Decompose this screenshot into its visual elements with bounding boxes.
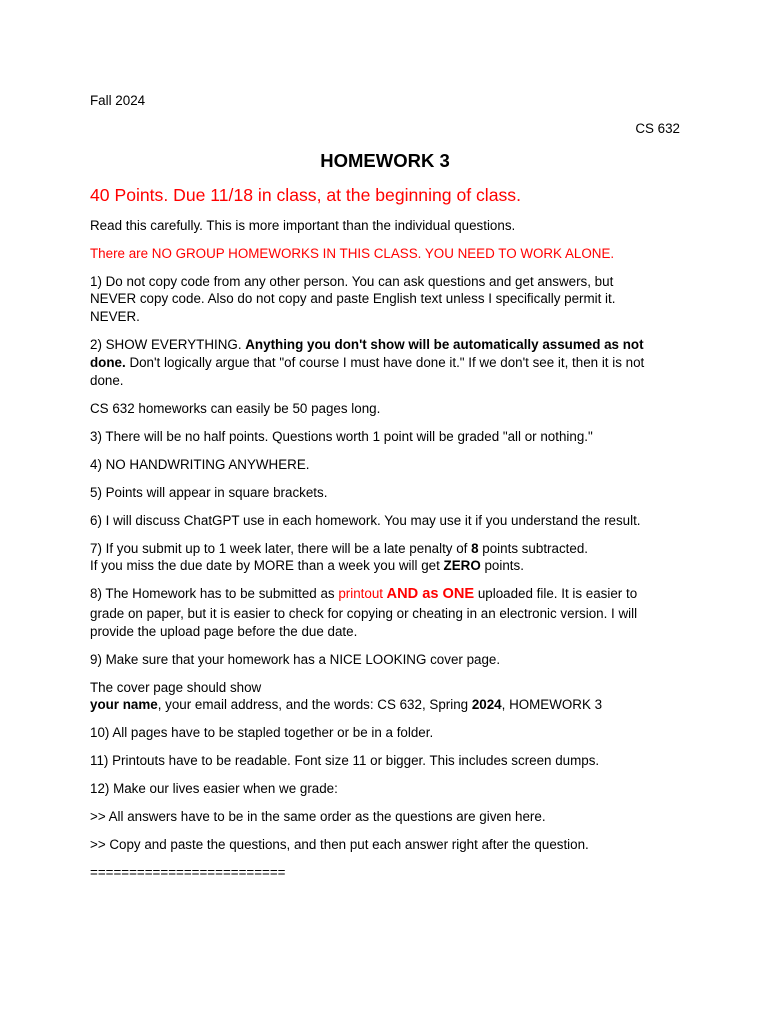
rule-8-line-1 (90, 585, 637, 603)
cover-text-2: , HOMEWORK 3 (501, 697, 603, 712)
rule-1-line-3: NEVER. (90, 309, 140, 324)
rule-8-line-3: provide the upload page before the due date. (90, 624, 358, 639)
rule-12-item-1: >> All answers have to be in the same order as the questions are given here. (90, 809, 546, 824)
rule-8-and-one: AND as ONE (383, 586, 475, 602)
rule-1-line-2: NEVER copy code. Also do not copy and paste English text unless I specifically permit it. (90, 291, 616, 306)
rule-8-text: 8) The Homework has to be submitted as (90, 586, 339, 601)
no-group-warning: There are NO GROUP HOMEWORKS IN THIS CLASS. YOU NEED TO WORK ALONE. (90, 246, 615, 261)
rule-2-line-2 (90, 354, 644, 371)
term-label: Fall 2024 (90, 93, 146, 108)
read-carefully-text: Read this carefully. This is more important than the individual questions. (90, 218, 516, 233)
cover-page-line-2 (90, 696, 602, 713)
rule-7-text-3: If you miss the due date by MORE than a week you will get (90, 558, 444, 573)
rule-7-penalty: 8 (471, 541, 479, 556)
rule-7-text-2: points subtracted. (478, 541, 588, 556)
rule-2-line-3: done. (90, 373, 124, 388)
rule-8-text-2: uploaded file. It is easier to (474, 586, 638, 601)
rule-12-item-2: >> Copy and paste the questions, and then put each answer right after the question. (90, 837, 589, 852)
rule-7-line-1 (90, 540, 588, 557)
cover-your-name: your name (90, 697, 158, 712)
rule-8-line-2: grade on paper, but it is easier to check for copying or cheating in an electronic version. I will (90, 606, 638, 621)
rule-7-zero: ZERO (443, 558, 481, 573)
rule-7-line-2 (90, 557, 524, 574)
rule-10: 10) All pages have to be stapled together or be in a folder. (90, 725, 434, 740)
course-label: CS 632 (635, 121, 680, 136)
rule-1-line-1: 1) Do not copy code from any other person. You can ask questions and get answers, but (90, 274, 614, 289)
rule-2-text: 2) SHOW EVERYTHING. (90, 337, 246, 352)
rule-2-bold-done: done. (90, 355, 126, 370)
rule-8-printout: printout (338, 586, 384, 601)
rule-7-text: 7) If you submit up to 1 week later, there will be a late penalty of (90, 541, 472, 556)
cover-page-line-1: The cover page should show (90, 680, 262, 695)
rule-12: 12) Make our lives easier when we grade: (90, 781, 338, 796)
rule-3: 3) There will be no half points. Questions worth 1 point will be graded "all or nothing." (90, 429, 593, 444)
cover-year: 2024 (471, 697, 502, 712)
rule-6: 6) I will discuss ChatGPT use in each homework. You may use it if you understand the result. (90, 513, 641, 528)
rule-2-text-2: Don't logically argue that "of course I must have done it." If we don't see it, then it is not (125, 355, 645, 370)
pages-note: CS 632 homeworks can easily be 50 pages long. (90, 401, 381, 416)
page-title: HOMEWORK 3 (320, 150, 450, 171)
rule-11: 11) Printouts have to be readable. Font size 11 or bigger. This includes screen dumps. (90, 753, 600, 768)
due-date-subtitle: 40 Points. Due 11/18 in class, at the beginning of class. (90, 185, 521, 205)
rule-5: 5) Points will appear in square brackets. (90, 485, 328, 500)
separator-line: ========================= (90, 865, 286, 880)
cover-text: , your email address, and the words: CS 632, Spring (157, 697, 472, 712)
rule-4: 4) NO HANDWRITING ANYWHERE. (90, 457, 310, 472)
rule-7-text-4: points. (480, 558, 524, 573)
rule-2-bold: Anything you don't show will be automatically assumed as not (245, 337, 644, 352)
rule-9: 9) Make sure that your homework has a NICE LOOKING cover page. (90, 652, 501, 667)
rule-2-line-1 (90, 336, 644, 353)
